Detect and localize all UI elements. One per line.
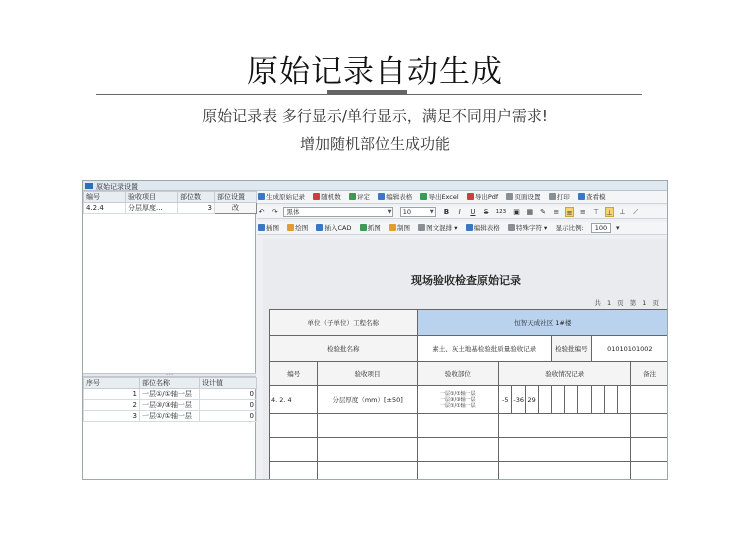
export-excel-button[interactable] bbox=[419, 192, 459, 203]
empty-cell[interactable] bbox=[499, 414, 631, 438]
col-part-header: 验收部位 bbox=[417, 362, 499, 386]
row-code[interactable]: 4. 2. 4 bbox=[270, 386, 318, 414]
pdf-icon bbox=[467, 193, 474, 200]
edit-table-button[interactable] bbox=[377, 192, 413, 203]
graph-icon bbox=[389, 224, 396, 231]
chevron-down-icon: ▼ bbox=[387, 209, 392, 215]
batch-no-label: 检验批编号 bbox=[552, 336, 592, 362]
button-label: 抓图 bbox=[367, 224, 381, 232]
table-row[interactable] bbox=[84, 400, 257, 411]
button-label: 编辑表格 bbox=[473, 224, 500, 232]
record-cell[interactable] bbox=[578, 386, 591, 414]
edit-table-button-2[interactable] bbox=[465, 223, 501, 234]
cell-design-value[interactable]: 0 bbox=[200, 389, 257, 400]
wrap-icon bbox=[418, 224, 425, 231]
empty-cell[interactable] bbox=[499, 462, 631, 481]
hero-divider-accent bbox=[327, 90, 407, 95]
empty-cell[interactable] bbox=[631, 462, 668, 481]
record-value[interactable]: 29 bbox=[525, 386, 538, 414]
col-item: 验收项目 bbox=[126, 192, 178, 203]
insert-toolbar bbox=[257, 222, 668, 235]
col-remark-header: 备注 bbox=[631, 362, 668, 386]
button-label: 图文混排 bbox=[426, 224, 453, 232]
record-cell[interactable] bbox=[538, 386, 551, 414]
button-label: 随机数 bbox=[321, 193, 341, 201]
align-center-icon[interactable]: ≡ bbox=[566, 209, 573, 217]
valign-middle-icon[interactable]: ⊥ bbox=[606, 209, 613, 217]
screenshot-button[interactable] bbox=[359, 223, 382, 234]
row-parts[interactable] bbox=[417, 386, 499, 414]
bold-button[interactable]: B bbox=[443, 208, 450, 216]
chevron-down-icon: ▼ bbox=[429, 209, 434, 215]
page-info: 共 1 页 第 1 页 bbox=[594, 299, 659, 307]
excel-icon bbox=[420, 193, 427, 200]
window-title: 原始记录设置 bbox=[96, 183, 138, 191]
cell-item: 分层厚度... bbox=[126, 203, 178, 214]
table-row bbox=[270, 386, 669, 414]
button-label: 导出Excel bbox=[428, 193, 459, 201]
row-part: 一层①/①轴一层 bbox=[440, 390, 476, 397]
strike-button[interactable]: S bbox=[483, 208, 489, 216]
empty-cell[interactable] bbox=[318, 414, 417, 438]
col-item-header: 验收项目 bbox=[318, 362, 417, 386]
valign-bottom-icon[interactable]: ⊥ bbox=[619, 208, 626, 216]
button-label: 打印 bbox=[556, 193, 570, 201]
dice-icon bbox=[313, 193, 320, 200]
view-icon bbox=[578, 193, 585, 200]
editor-panel bbox=[257, 191, 668, 480]
cell-num: 1 bbox=[84, 389, 140, 400]
table-icon bbox=[466, 224, 473, 231]
batch-name-value[interactable]: 素土、灰土地基检验批质量验收记录 bbox=[417, 336, 551, 362]
pencil-icon bbox=[378, 193, 385, 200]
button-label: 插入CAD bbox=[324, 224, 352, 232]
font-value: 黑体 bbox=[286, 208, 300, 216]
number-format-button[interactable]: 123 bbox=[495, 209, 507, 215]
empty-cell[interactable] bbox=[270, 462, 318, 481]
cell-part-name[interactable]: 一层①/①轴一层 bbox=[140, 389, 200, 400]
col-code-header: 编号 bbox=[270, 362, 318, 386]
record-cell[interactable] bbox=[618, 386, 631, 414]
font-select[interactable] bbox=[283, 207, 393, 217]
main-toolbar bbox=[257, 191, 668, 204]
app-screenshot bbox=[82, 180, 668, 480]
font-size-select[interactable] bbox=[400, 207, 436, 217]
align-right-icon[interactable]: ≡ bbox=[579, 208, 586, 216]
part-table bbox=[83, 377, 257, 422]
graph-button[interactable] bbox=[388, 223, 411, 234]
valign-top-icon[interactable]: ⊤ bbox=[592, 208, 600, 216]
screenshot-icon bbox=[360, 224, 367, 231]
hero-subtitle-2: 增加随机部位生成功能 bbox=[299, 135, 450, 153]
settings-panel bbox=[83, 191, 256, 480]
zoom-label: 显示比例: bbox=[555, 224, 584, 232]
button-label: 页面设置 bbox=[514, 193, 541, 201]
generate-record-button[interactable] bbox=[257, 192, 306, 203]
col-design-value: 设计值 bbox=[200, 378, 257, 389]
record-cell[interactable] bbox=[565, 386, 578, 414]
printer-icon bbox=[549, 193, 556, 200]
table-row[interactable] bbox=[84, 203, 257, 214]
button-label: 生成原始记录 bbox=[266, 193, 305, 201]
image-icon bbox=[258, 224, 265, 231]
zoom-input[interactable]: 100 bbox=[591, 223, 611, 233]
text-wrap-button[interactable]: 图文混排 ▾ bbox=[417, 223, 458, 234]
document-canvas bbox=[263, 239, 668, 480]
row-part: 一层③/③轴一层 bbox=[440, 396, 476, 403]
col-record-header: 验收情况记录 bbox=[499, 362, 631, 386]
align-left-icon[interactable]: ≡ bbox=[553, 208, 560, 216]
cell-count[interactable]: 3 bbox=[178, 203, 215, 214]
empty-cell[interactable] bbox=[417, 462, 499, 481]
button-label: 制图 bbox=[396, 224, 410, 232]
panel-splitter[interactable]: ····· bbox=[83, 373, 256, 377]
app-icon bbox=[85, 183, 93, 189]
cell-part-name[interactable]: 一层①/①轴一层 bbox=[140, 411, 200, 422]
col-count: 部位数 bbox=[178, 192, 215, 203]
button-label: 导出Pdf bbox=[474, 193, 499, 201]
empty-cell[interactable] bbox=[318, 462, 417, 481]
document-title: 现场验收检查原始记录 bbox=[411, 274, 521, 287]
print-button[interactable] bbox=[548, 192, 571, 203]
batch-name-label: 检验批名称 bbox=[270, 336, 418, 362]
empty-cell[interactable] bbox=[631, 414, 668, 438]
record-form-table bbox=[269, 309, 668, 480]
omega-icon bbox=[508, 224, 515, 231]
col-part-name: 部位名称 bbox=[140, 378, 200, 389]
document-icon bbox=[258, 193, 265, 200]
table-row[interactable] bbox=[84, 389, 257, 400]
underline-button[interactable]: U bbox=[470, 208, 476, 216]
draw-icon bbox=[287, 224, 294, 231]
row-item[interactable]: 分层厚度（mm）[±50] bbox=[318, 386, 417, 414]
button-label: 绘图 bbox=[295, 224, 309, 232]
record-value[interactable]: -36 bbox=[512, 386, 525, 414]
cell-num: 3 bbox=[84, 411, 140, 422]
cell-num: 2 bbox=[84, 400, 140, 411]
format-toolbar bbox=[257, 206, 668, 219]
insert-picture-button[interactable] bbox=[257, 223, 280, 234]
col-setting: 部位设置 bbox=[215, 192, 257, 203]
table-icon[interactable]: ▦ bbox=[526, 208, 534, 216]
remark-cell[interactable] bbox=[631, 386, 668, 414]
button-label: 评定 bbox=[356, 193, 370, 201]
page-icon bbox=[506, 193, 513, 200]
unit-label: 单位（子单位）工程名称 bbox=[270, 310, 418, 336]
button-label: 插图 bbox=[266, 224, 279, 232]
button-label: 查看模 bbox=[585, 193, 606, 201]
redo-icon[interactable]: ↷ bbox=[271, 208, 278, 216]
hero-title: 原始记录自动生成 bbox=[247, 54, 503, 90]
cell-code: 4.2.4 bbox=[84, 203, 126, 214]
empty-cell[interactable] bbox=[417, 438, 499, 462]
font-size-value: 10 bbox=[402, 208, 411, 216]
insert-cad-button[interactable] bbox=[315, 223, 352, 234]
draw-button[interactable] bbox=[286, 223, 309, 234]
col-code: 编号 bbox=[84, 192, 126, 203]
batch-no-value[interactable]: 01010101002 bbox=[591, 336, 668, 362]
check-item-table bbox=[83, 191, 257, 214]
lock-icon[interactable]: ▣ bbox=[513, 208, 520, 216]
record-cell[interactable] bbox=[604, 386, 617, 414]
cell-design-value[interactable]: 0 bbox=[200, 411, 257, 422]
empty-cell[interactable] bbox=[270, 414, 318, 438]
edit-setting-button[interactable]: 改 bbox=[215, 203, 257, 214]
button-label: 编辑表格 bbox=[386, 193, 413, 201]
undo-icon[interactable]: ↶ bbox=[258, 208, 265, 216]
col-num: 序号 bbox=[84, 378, 140, 389]
empty-cell[interactable] bbox=[417, 414, 499, 438]
empty-cell[interactable] bbox=[270, 438, 318, 462]
row-part: 一层①/①轴一层 bbox=[440, 402, 476, 409]
brush-icon[interactable]: ✎ bbox=[540, 208, 547, 216]
view-template-button[interactable] bbox=[577, 192, 607, 203]
evaluate-button[interactable] bbox=[348, 192, 371, 203]
table-row bbox=[270, 462, 669, 481]
table-row[interactable] bbox=[84, 411, 257, 422]
cell-design-value[interactable]: 0 bbox=[200, 400, 257, 411]
hero-subtitle-1: 原始记录表 多行显示/单行显示，满足不同用户需求! bbox=[202, 107, 548, 125]
table-row bbox=[270, 438, 669, 462]
record-cell[interactable] bbox=[552, 386, 565, 414]
chevron-down-icon[interactable]: ▾ bbox=[615, 224, 620, 232]
record-value[interactable]: -5 bbox=[499, 386, 512, 414]
random-number-button[interactable] bbox=[312, 192, 342, 203]
record-cell[interactable] bbox=[591, 386, 604, 414]
table-row bbox=[270, 414, 669, 438]
cell-part-name[interactable]: 一层③/③轴一层 bbox=[140, 400, 200, 411]
page-setup-button[interactable] bbox=[505, 192, 541, 203]
empty-cell[interactable] bbox=[318, 438, 417, 462]
empty-cell[interactable] bbox=[631, 438, 668, 462]
cad-icon bbox=[316, 224, 323, 231]
special-char-button[interactable]: 特殊字符 ▾ bbox=[507, 223, 548, 234]
export-pdf-button[interactable] bbox=[466, 192, 499, 203]
unit-value[interactable]: 恒智天成社区 1#楼 bbox=[417, 310, 668, 336]
button-label: 特殊字符 bbox=[515, 224, 542, 232]
window-titlebar bbox=[83, 181, 668, 191]
check-icon bbox=[349, 193, 356, 200]
italic-button[interactable]: I bbox=[458, 208, 461, 216]
empty-cell[interactable] bbox=[499, 438, 631, 462]
rotate-icon[interactable]: ⟋ bbox=[633, 208, 639, 216]
